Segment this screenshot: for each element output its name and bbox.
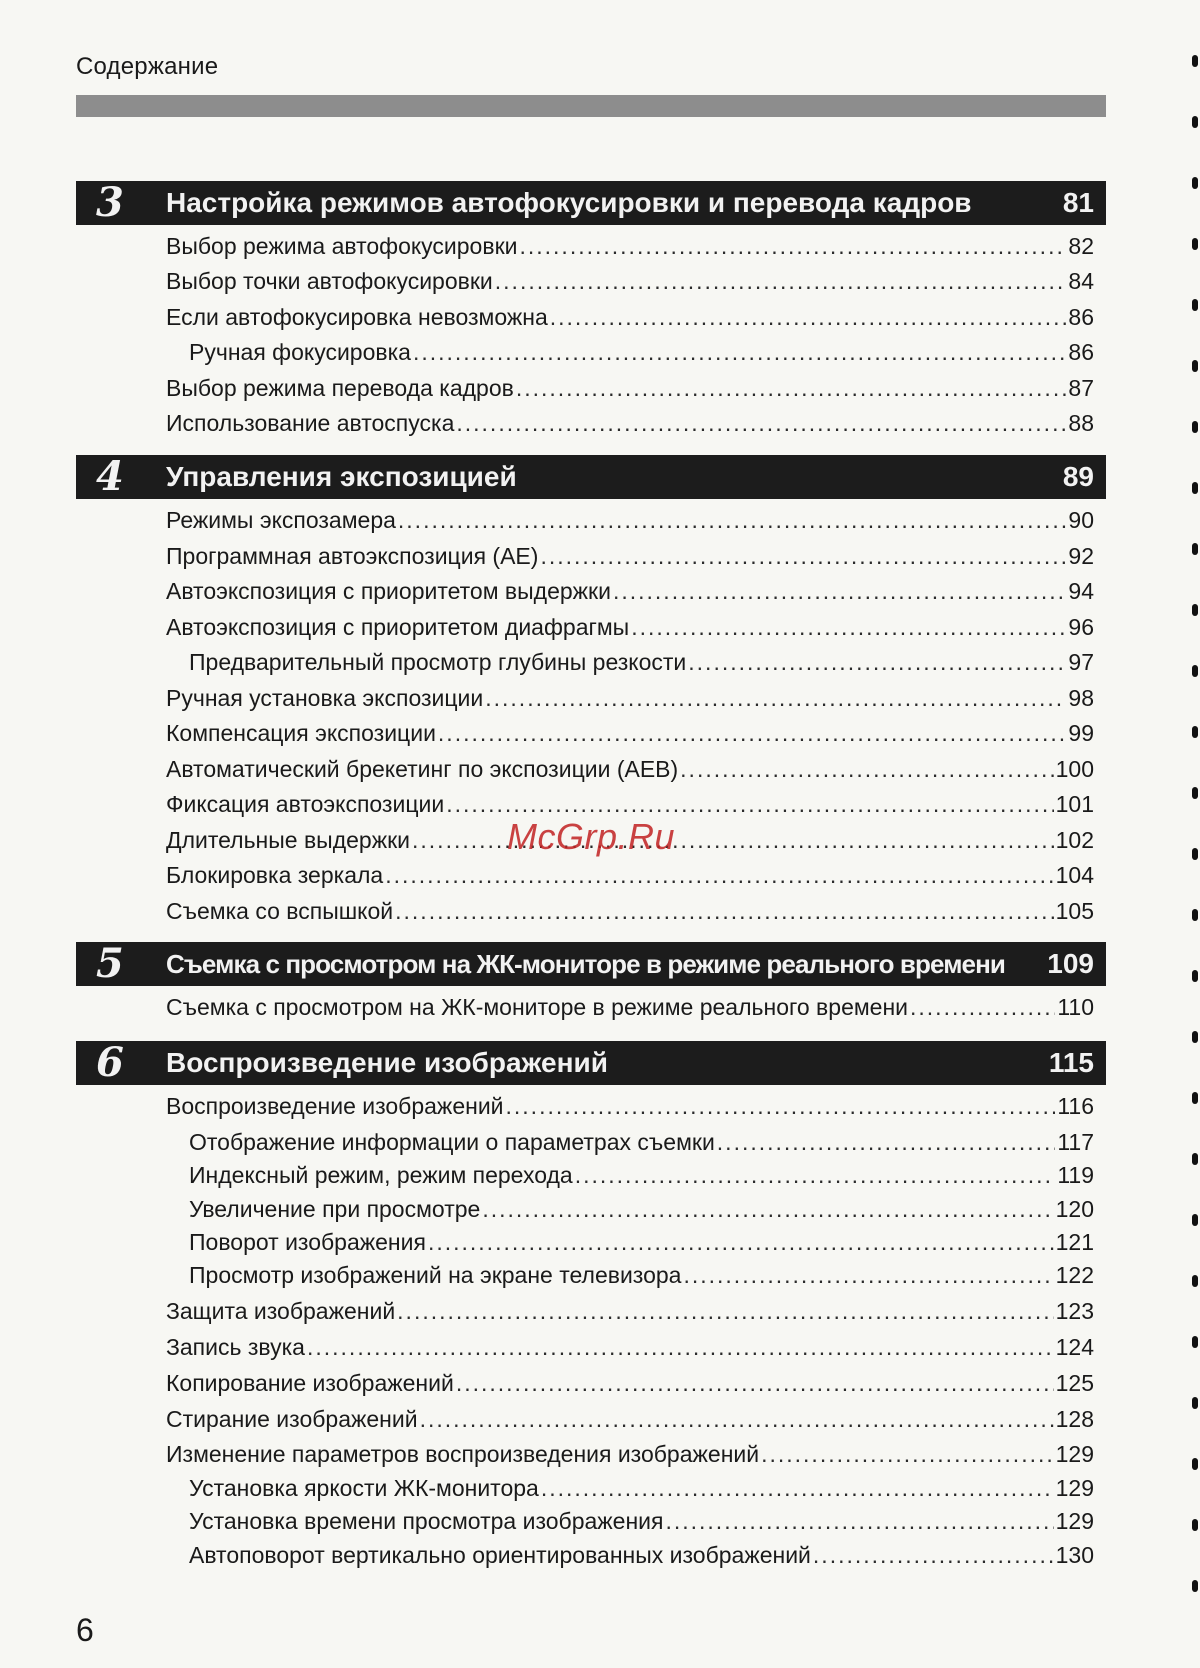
entry-page: 105 bbox=[1055, 898, 1094, 924]
dot-leader bbox=[575, 1158, 1056, 1192]
entry-title: Установка времени просмотра изображения bbox=[189, 1508, 664, 1534]
toc-subentry[interactable] bbox=[189, 1538, 1094, 1572]
page-number: 6 bbox=[76, 1612, 94, 1648]
entry-title: Автоэкспозиция с приоритетом выдержки bbox=[166, 578, 611, 604]
toc-subentry[interactable] bbox=[189, 1504, 1094, 1538]
entry-page: 90 bbox=[1068, 507, 1094, 533]
toc-entry[interactable] bbox=[166, 371, 1094, 405]
binding-hole bbox=[1192, 482, 1198, 494]
section-header[interactable] bbox=[76, 455, 1106, 499]
entry-title: Воспроизведение изображений bbox=[166, 1093, 504, 1119]
section-title: Настройка режимов автофокусировки и перевода кадров bbox=[166, 187, 972, 218]
dot-leader bbox=[631, 610, 1066, 644]
entry-page: 98 bbox=[1068, 685, 1094, 711]
dot-leader bbox=[485, 681, 1066, 715]
binding-hole bbox=[1192, 1153, 1198, 1165]
entry-title: Выбор точки автофокусировки bbox=[166, 268, 493, 294]
binding-hole bbox=[1192, 1519, 1198, 1531]
binding-hole bbox=[1192, 177, 1198, 189]
section-page: 115 bbox=[1048, 1047, 1094, 1078]
dot-leader bbox=[910, 990, 1055, 1024]
dot-leader bbox=[428, 1225, 1054, 1259]
toc-entry[interactable] bbox=[166, 503, 1094, 537]
dot-leader bbox=[397, 1294, 1053, 1328]
section-page: 81 bbox=[1062, 187, 1094, 218]
entry-page: 100 bbox=[1055, 756, 1094, 782]
entry-title: Ручная установка экспозиции bbox=[166, 685, 484, 711]
entry-page: 82 bbox=[1068, 233, 1094, 259]
entry-title: Выбор режима автофокусировки bbox=[166, 233, 518, 259]
toc-entry[interactable] bbox=[166, 1330, 1094, 1364]
entry-page: 104 bbox=[1055, 862, 1094, 888]
dot-leader bbox=[495, 264, 1067, 298]
toc-entry[interactable] bbox=[166, 894, 1094, 928]
dot-leader bbox=[516, 371, 1067, 405]
dot-leader bbox=[813, 1538, 1054, 1572]
dot-leader bbox=[519, 229, 1066, 263]
section-title: Воспроизведение изображений bbox=[166, 1047, 608, 1078]
dot-leader bbox=[413, 335, 1066, 369]
toc-entry[interactable] bbox=[166, 681, 1094, 715]
entry-page: 88 bbox=[1068, 410, 1094, 436]
section-page: 89 bbox=[1062, 461, 1094, 492]
dot-leader bbox=[761, 1437, 1054, 1471]
section-page: 109 bbox=[1047, 948, 1094, 979]
entry-page: 120 bbox=[1055, 1196, 1094, 1222]
toc-entry[interactable] bbox=[166, 610, 1094, 644]
binding-hole bbox=[1192, 1214, 1198, 1226]
toc-entry[interactable] bbox=[166, 1437, 1094, 1471]
entry-title: Программная автоэкспозиция (AE) bbox=[166, 543, 539, 569]
entry-page: 96 bbox=[1068, 614, 1094, 640]
binding-hole bbox=[1192, 238, 1198, 250]
entry-page: 129 bbox=[1055, 1475, 1094, 1501]
dot-leader bbox=[398, 503, 1067, 537]
entry-title: Блокировка зеркала bbox=[166, 862, 384, 888]
dot-leader bbox=[683, 1258, 1053, 1292]
entry-title: Стирание изображений bbox=[166, 1406, 418, 1432]
dot-leader bbox=[717, 1125, 1056, 1159]
entry-title: Предварительный просмотр глубины резкости bbox=[189, 649, 687, 675]
binding-hole bbox=[1192, 543, 1198, 555]
entry-title: Режимы экспозамера bbox=[166, 507, 396, 533]
entry-title: Отображение информации о параметрах съемки bbox=[189, 1129, 715, 1155]
entry-page: 122 bbox=[1055, 1262, 1094, 1288]
toc-subentry[interactable] bbox=[189, 1471, 1094, 1505]
binding-hole bbox=[1192, 55, 1198, 67]
section-header[interactable] bbox=[76, 181, 1106, 225]
entry-page: 121 bbox=[1055, 1229, 1094, 1255]
entry-title: Защита изображений bbox=[166, 1298, 396, 1324]
dot-leader bbox=[506, 1089, 1056, 1123]
binding-hole bbox=[1192, 787, 1198, 799]
entry-title: Автоматический брекетинг по экспозиции (AEB) bbox=[166, 756, 679, 782]
entry-title: Автоэкспозиция с приоритетом диафрагмы bbox=[166, 614, 630, 640]
binding-hole bbox=[1192, 360, 1198, 372]
dot-leader bbox=[395, 894, 1053, 928]
binding-hole bbox=[1192, 665, 1198, 677]
entry-title: Индексный режим, режим перехода bbox=[189, 1162, 573, 1188]
toc-subentry[interactable] bbox=[189, 645, 1094, 679]
entry-page: 129 bbox=[1055, 1508, 1094, 1534]
toc-entry[interactable] bbox=[166, 990, 1094, 1024]
entry-page: 101 bbox=[1055, 791, 1094, 817]
toc-entry[interactable] bbox=[166, 1366, 1094, 1400]
toc-entry[interactable] bbox=[166, 1089, 1094, 1123]
dot-leader bbox=[665, 1504, 1053, 1538]
entry-title: Копирование изображений bbox=[166, 1370, 454, 1396]
entry-page: 123 bbox=[1055, 1298, 1094, 1324]
section-number: 3 bbox=[96, 179, 124, 226]
dot-leader bbox=[680, 752, 1053, 786]
entry-page: 129 bbox=[1055, 1441, 1094, 1467]
watermark: McGrp.Ru bbox=[507, 816, 676, 857]
entry-page: 117 bbox=[1057, 1129, 1094, 1155]
binding-hole bbox=[1192, 604, 1198, 616]
binding-hole bbox=[1192, 1580, 1198, 1592]
entry-title: Компенсация экспозиции bbox=[166, 720, 436, 746]
section-title: Съемка с просмотром на ЖК-мониторе в режиме реального времени bbox=[166, 949, 1005, 979]
toc-entry[interactable] bbox=[166, 1402, 1094, 1436]
section-header[interactable] bbox=[76, 942, 1106, 986]
entry-title: Просмотр изображений на экране телевизора bbox=[189, 1262, 682, 1288]
section-title: Управления экспозицией bbox=[166, 461, 517, 492]
binding-hole bbox=[1192, 909, 1198, 921]
section-header[interactable] bbox=[76, 1041, 1106, 1085]
entry-page: 119 bbox=[1057, 1162, 1094, 1188]
binding-hole bbox=[1192, 116, 1198, 128]
section-number: 5 bbox=[96, 940, 124, 987]
entry-title: Увеличение при просмотре bbox=[189, 1196, 481, 1222]
binding-hole bbox=[1192, 970, 1198, 982]
dot-leader bbox=[385, 858, 1053, 892]
entry-page: 92 bbox=[1068, 543, 1094, 569]
entry-page: 102 bbox=[1055, 827, 1094, 853]
binding-hole bbox=[1192, 1458, 1198, 1470]
dot-leader bbox=[613, 574, 1066, 608]
toc-entry[interactable] bbox=[166, 406, 1094, 440]
toc-subentry[interactable] bbox=[189, 1225, 1094, 1259]
dot-leader bbox=[541, 1471, 1054, 1505]
dot-leader bbox=[420, 1402, 1054, 1436]
binding-hole bbox=[1192, 1031, 1198, 1043]
entry-page: 86 bbox=[1068, 304, 1094, 330]
toc-entry[interactable] bbox=[166, 752, 1094, 786]
entry-page: 94 bbox=[1068, 578, 1094, 604]
entry-page: 128 bbox=[1055, 1406, 1094, 1432]
entry-page: 84 bbox=[1068, 268, 1094, 294]
binding-hole bbox=[1192, 848, 1198, 860]
spiral-binding bbox=[1186, 0, 1200, 1668]
entry-title: Ручная фокусировка bbox=[189, 339, 411, 365]
dot-leader bbox=[456, 406, 1066, 440]
entry-title: Съемка с просмотром на ЖК-мониторе в режиме реального времени bbox=[166, 994, 909, 1020]
entry-page: 130 bbox=[1055, 1542, 1094, 1568]
binding-hole bbox=[1192, 421, 1198, 433]
toc-subentry[interactable] bbox=[189, 1158, 1094, 1192]
dot-leader bbox=[550, 300, 1067, 334]
entry-page: 87 bbox=[1068, 375, 1094, 401]
binding-hole bbox=[1192, 1092, 1198, 1104]
entry-title: Если автофокусировка невозможна bbox=[166, 304, 548, 330]
entry-page: 86 bbox=[1068, 339, 1094, 365]
header-title: Содержание bbox=[76, 53, 219, 80]
toc-subentry[interactable] bbox=[189, 335, 1094, 369]
entry-title: Установка яркости ЖК-монитора bbox=[189, 1475, 539, 1501]
toc-subentry[interactable] bbox=[189, 1125, 1094, 1159]
entry-title: Фиксация автоэкспозиции bbox=[166, 791, 445, 817]
dot-leader bbox=[438, 716, 1066, 750]
dot-leader bbox=[456, 1366, 1054, 1400]
binding-hole bbox=[1192, 1275, 1198, 1287]
entry-page: 125 bbox=[1055, 1370, 1094, 1396]
section-number: 6 bbox=[96, 1039, 124, 1086]
toc-entry[interactable] bbox=[166, 539, 1094, 573]
entry-page: 116 bbox=[1057, 1093, 1094, 1119]
entry-page: 110 bbox=[1057, 994, 1094, 1020]
entry-page: 99 bbox=[1068, 720, 1094, 746]
dot-leader bbox=[482, 1192, 1053, 1226]
toc-entry[interactable] bbox=[166, 1294, 1094, 1328]
entry-page: 124 bbox=[1055, 1334, 1094, 1360]
toc-entry[interactable] bbox=[166, 264, 1094, 298]
toc-entry[interactable] bbox=[166, 300, 1094, 334]
entry-title: Автоповорот вертикально ориентированных изображений bbox=[189, 1542, 811, 1568]
dot-leader bbox=[688, 645, 1066, 679]
toc-subentry[interactable] bbox=[189, 1258, 1094, 1292]
toc-entry[interactable] bbox=[166, 716, 1094, 750]
binding-hole bbox=[1192, 1397, 1198, 1409]
dot-leader bbox=[307, 1330, 1054, 1364]
binding-hole bbox=[1192, 726, 1198, 738]
entry-page: 97 bbox=[1068, 649, 1094, 675]
dot-leader bbox=[540, 539, 1066, 573]
binding-hole bbox=[1192, 299, 1198, 311]
toc-entry[interactable] bbox=[166, 574, 1094, 608]
entry-title: Длительные выдержки bbox=[166, 827, 411, 853]
entry-title: Выбор режима перевода кадров bbox=[166, 375, 514, 401]
toc-entry[interactable] bbox=[166, 229, 1094, 263]
section-number: 4 bbox=[96, 453, 124, 500]
binding-hole bbox=[1192, 1336, 1198, 1348]
toc-subentry[interactable] bbox=[189, 1192, 1094, 1226]
entry-title: Съемка со вспышкой bbox=[166, 898, 394, 924]
toc-entry[interactable] bbox=[166, 858, 1094, 892]
entry-title: Изменение параметров воспроизведения изображений bbox=[166, 1441, 760, 1467]
entry-title: Использование автоспуска bbox=[166, 410, 455, 436]
entry-title: Поворот изображения bbox=[189, 1229, 426, 1255]
entry-title: Запись звука bbox=[166, 1334, 305, 1360]
